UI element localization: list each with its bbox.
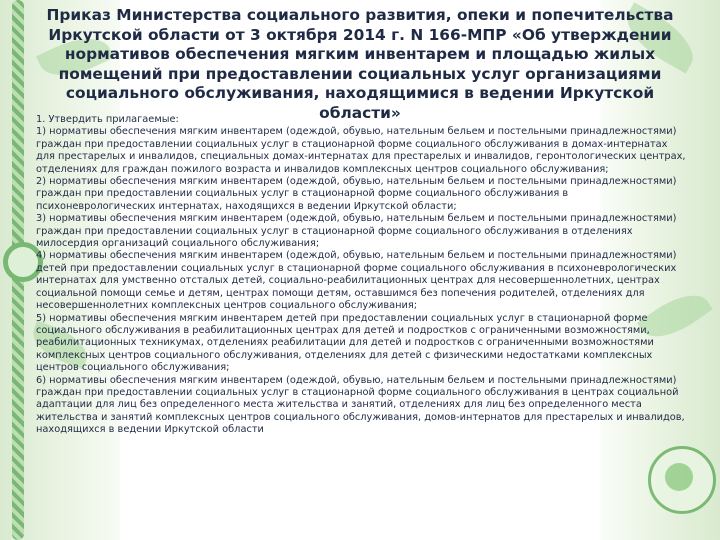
document-body (36, 114, 686, 437)
list-item: 3) нормативы обеспечения мягким инвентарем (одеждой, обувью, нательным бельем и постельными принадлежностями) граждан при предоставлении социальных услуг в стационарной форме социального обслуживания в отделениях милосердия организаций социального обслуживания; (36, 213, 677, 250)
document-title: Приказ Министерства социального развития, опеки и попечительства Иркутской области от 3 октября 2014 г. N 166-МПР «Об утверждении нормативов обеспечения мягким инвентарем и площадью жилых помещений при предоставлении социальных услуг организациями социального обслуживания, находящимися в ведении Иркутской области» (46, 6, 674, 122)
list-item: 1) нормативы обеспечения мягким инвентарем (одеждой, обувью, нательным бельем и постельными принадлежностями) граждан при предоставлении социальных услуг в стационарной форме социального обслуживания в домах-интернатах для престарелых и инвалидов, специальных домах-интернатах для престарелых и инвалидов, геронтологических центрах, отделениях для граждан пожилого возраста и инвалидов комплексных центров социального обслуживания; (36, 126, 686, 175)
paragraph-intro: 1. Утвердить прилагаемые: (36, 114, 179, 125)
list-item: 5) нормативы обеспечения мягким инвентарем детей при предоставлении социальных услуг в стационарной форме социального обслуживания в реабилитационных центрах для детей и подростков с ограниченными возможностями, реабилитационных техникумах, отделениях реабилитации для детей и подростков с ограниченными возможностями комплексных центров социального обслуживания, отделениях для детей с физическими недостатками комплексных центров социального обслуживания; (36, 312, 654, 374)
list-item: 4) нормативы обеспечения мягким инвентарем (одеждой, обувью, нательным бельем и постельными принадлежностями) детей при предоставлении социальных услуг в стационарной форме социального обслуживания в психоневрологических интернатах для умственно отсталых детей, социально-реабилитационных центрах для несовершеннолетних, центрах социальной помощи семье и детям, центрах помощи детям, оставшимся без попечения родителей, отделениях для несовершеннолетних комплексных центров социального обслуживания; (36, 250, 677, 312)
emblem-icon (648, 446, 716, 514)
list-item: 2) нормативы обеспечения мягким инвентарем (одеждой, обувью, нательным бельем и постельными принадлежностями) граждан при предоставлении социальных услуг в стационарной форме социального обслуживания в психоневрологических интернатах, находящихся в ведении Иркутской области; (36, 176, 677, 212)
list-item: 6) нормативы обеспечения мягким инвентарем (одеждой, обувью, нательным бельем и постельными принадлежностями) граждан при предоставлении социальных услуг в стационарной форме социального обслуживания в центрах социальной адаптации для лиц без определенного места жительства и занятий, отделениях для лиц без определенного места жительства и занятий комплексных центров социального обслуживания, домов-интернатов для престарелых и инвалидов, находящихся в ведении Иркутской области (36, 374, 685, 436)
